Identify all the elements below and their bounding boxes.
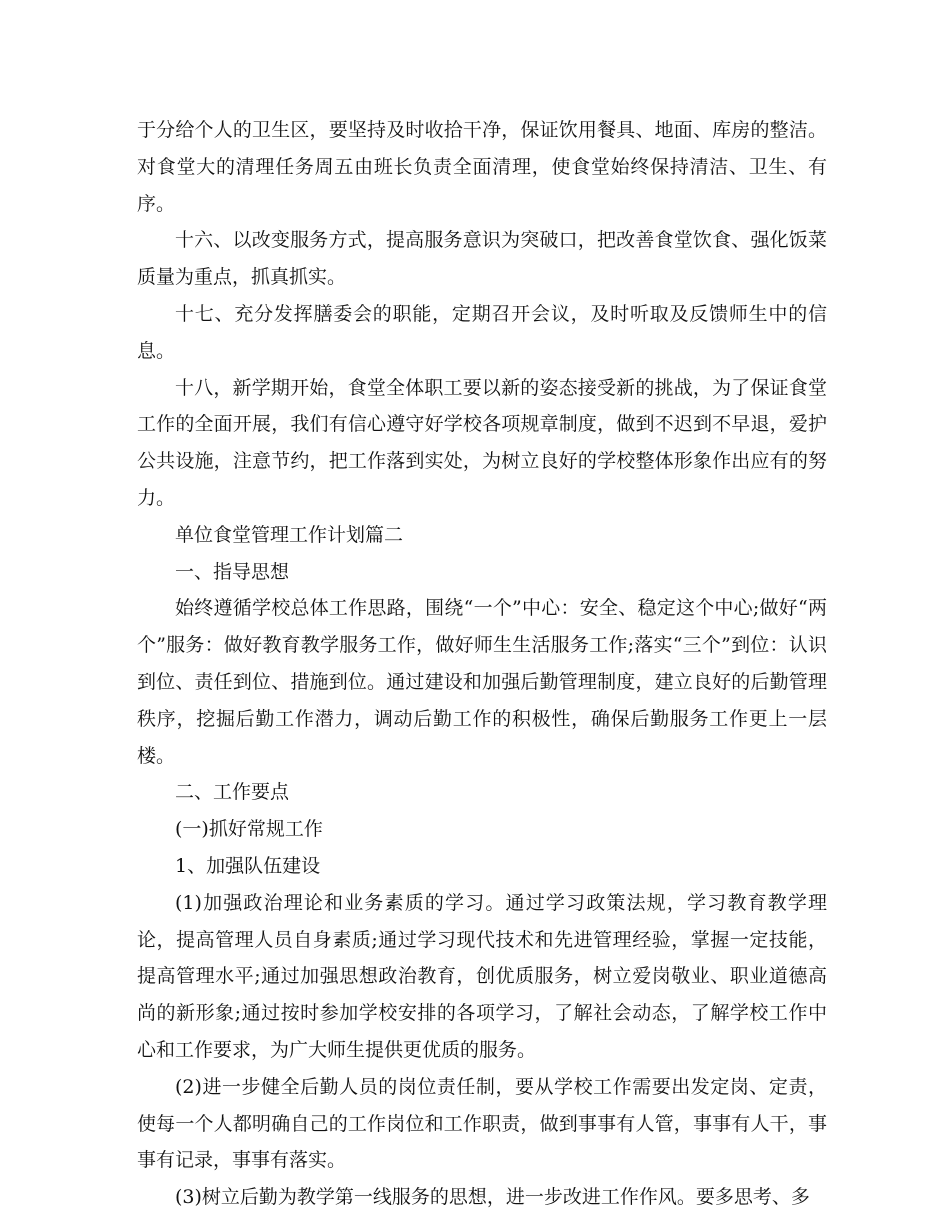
document-body	[137, 112, 827, 1216]
subheading-team-building: 1、加强队伍建设	[175, 854, 321, 877]
subheading-routine-work: (一)抓好常规工作	[175, 818, 323, 841]
heading-work-points: 二、工作要点	[175, 781, 290, 804]
paragraph-3: 十七、充分发挥膳委会的职能，定期召开会议，及时听取及反馈师生中的信息。	[137, 302, 827, 362]
paragraph-2: 十六、以改变服务方式，提高服务意识为突破口，把改善食堂饮食、强化饭菜质量为重点，抓真抓实。	[137, 229, 827, 289]
paragraph-item-3: (3)树立后勤为教学第一线服务的思想，进一步改进工作作风。要多思考、多	[175, 1186, 810, 1209]
heading-guiding-thought: 一、指导思想	[175, 560, 290, 583]
paragraph-4: 十八，新学期开始，食堂全体职工要以新的姿态接受新的挑战，为了保证食堂工作的全面开展，我们有信心遵守好学校各项规章制度，做到不迟到不早退，爱护公共设施，注意节约，把工作落到实处，为树立良好的学校整体形象作出应有的努力。	[137, 376, 827, 509]
section-title: 单位食堂管理工作计划篇二	[175, 523, 404, 546]
paragraph-1: 于分给个人的卫生区，要坚持及时收拾干净，保证饮用餐具、地面、库房的整洁。对食堂大的清理任务周五由班长负责全面清理，使食堂始终保持清洁、卫生、有序。	[137, 119, 827, 215]
paragraph-item-2: (2)进一步健全后勤人员的岗位责任制，要从学校工作需要出发定岗、定责，使每一个人都明确自己的工作岗位和工作职责，做到事事有人管，事事有人干，事事有记录，事事有落实。	[137, 1075, 827, 1172]
paragraph-guiding-thought: 始终遵循学校总体工作思路，围绕“一个”中心：安全、稳定这个中心;做好“两个”服务：做好教育教学服务工作，做好师生生活服务工作;落实“三个”到位：认识到位、责任到位、措施到位。通过建设和加强后勤管理制度，建立良好的后勤管理秩序，挖掘后勤工作潜力，调动后勤工作的积极性，确保后勤服务工作更上一层楼。	[137, 597, 827, 767]
paragraph-item-1: (1)加强政治理论和业务素质的学习。通过学习政策法规，学习教育教学理论，提高管理人员自身素质;通过学习现代技术和先进管理经验，掌握一定技能，提高管理水平;通过加强思想政治教育，创优质服务，树立爱岗敬业、职业道德高尚的新形象;通过按时参加学校安排的各项学习，了解社会动态，了解学校工作中心和工作要求，为广大师生提供更优质的服务。	[137, 891, 827, 1061]
